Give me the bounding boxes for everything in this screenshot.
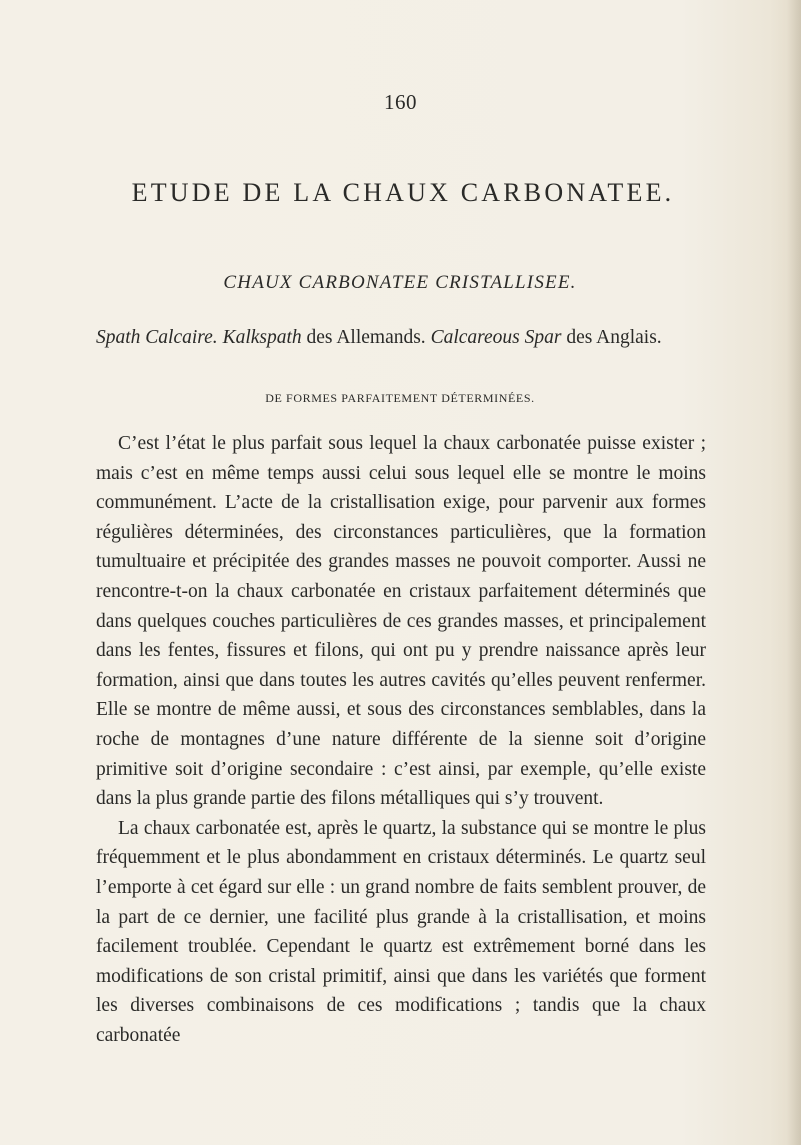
section-heading: DE FORMES PARFAITEMENT DÉTERMINÉES. (265, 391, 535, 405)
synonym-text-anglais: des Anglais. (561, 327, 662, 348)
chapter-title: ETUDE DE LA CHAUX CARBONATEE. (131, 178, 675, 207)
page-edge-shadow (787, 0, 801, 1145)
synonyms-line (96, 322, 706, 353)
synonym-spath-calcaire: Spath Calcaire. (96, 327, 218, 348)
section-subtitle: CHAUX CARBONATEE CRISTALLISEE. (223, 272, 577, 293)
synonym-calcareous-spar: Calcareous Spar (430, 327, 562, 348)
paragraph-1: C’est l’état le plus parfait sous lequel la chaux carbonatée puisse exister ; mais c’est en même temps aussi celui sous lequel elle se montre le moins communément. L’acte de la cristallisation exige, pour parvenir aux formes régulières déterminées, des circonstances particulières, que la formation tumultuaire et précipitée des grandes masses ne pouvoit comporter. Aussi ne rencontre-t-on la chaux carbonatée en cristaux parfaitement déterminés que dans quelques couches particulières de ces grandes masses, et principalement dans les fentes, fissures et filons, qui ont pu y prendre naissance après leur formation, ainsi que dans toutes les autres cavités qu’elles peuvent renfermer. Elle se montre de même aussi, et sous des circonstances semblables, dans la roche de montagnes d’une nature différente de la sienne soit d’origine primitive soit d’origine secondaire : c’est ainsi, par exemple, qu’elle existe dans la plus grande partie des filons métalliques qui s’y trouvent. (96, 433, 706, 810)
page-number: 160 (384, 90, 417, 114)
paragraph-2: La chaux carbonatée est, après le quartz, la substance qui se montre le plus fréquemment et le plus abondamment en cristaux déterminés. Le quartz seul l’emporte à cet égard sur elle : un grand nombre de faits semblent prouver, de la part de ce dernier, une facilité plus grande à la cristallisation, et moins facilement troublée. Cependant le quartz est extrêmement borné dans les modifications de son cristal primitif, ainsi que dans les variétés que forment les diverses combinaisons de ces modifications ; tandis que la chaux carbonatée (96, 817, 706, 1046)
synonym-text-allemands: des Allemands. (301, 327, 431, 348)
synonym-kalkspath: Kalkspath (222, 327, 302, 348)
body-text (96, 429, 706, 1050)
